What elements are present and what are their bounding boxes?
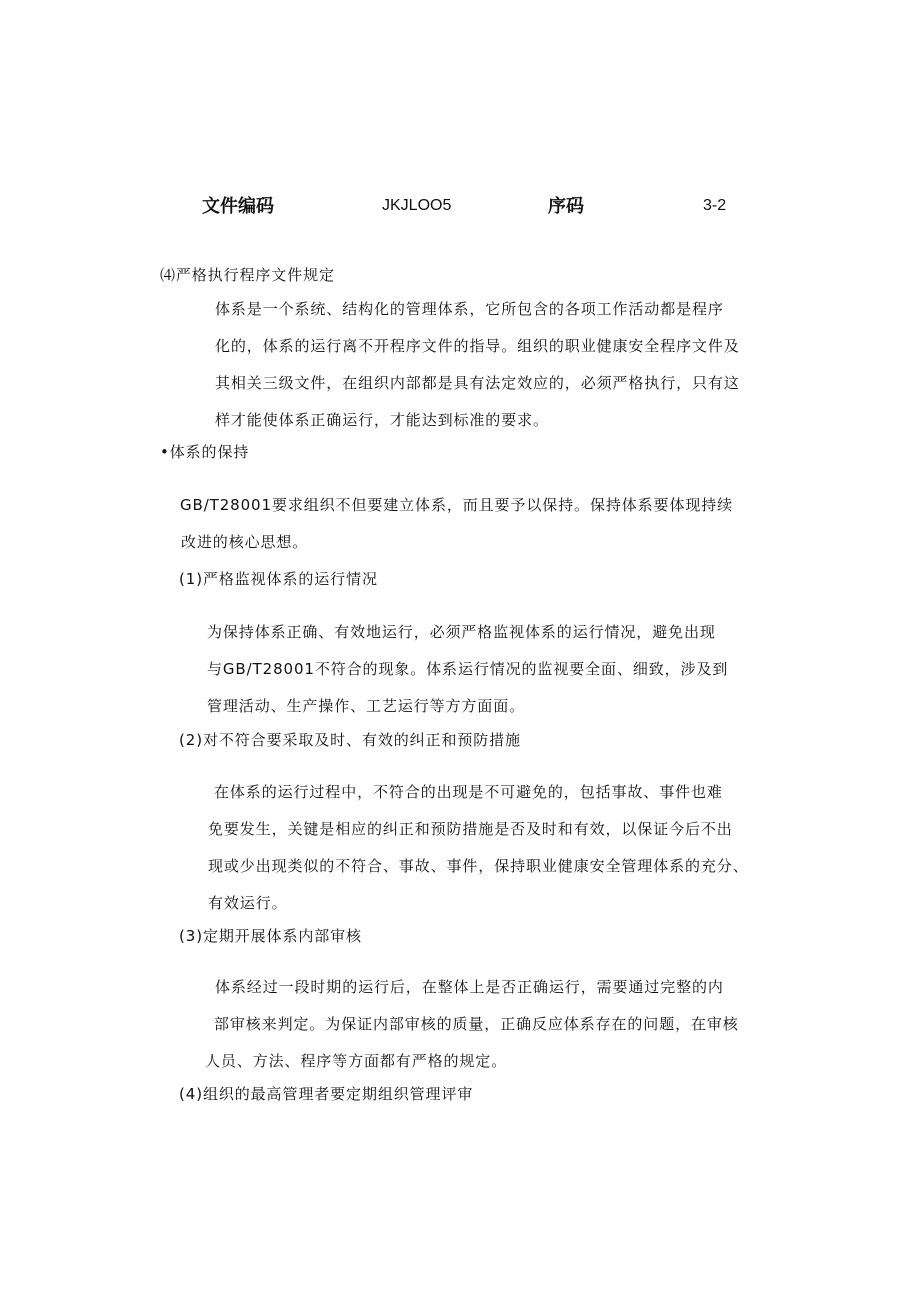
text-line: 现或少出现类似的不符合、事故、事件，保持职业健康安全管理体系的充分、 xyxy=(208,857,749,875)
seq-label: 序码 xyxy=(548,196,584,216)
section-heading: (2)对不符合要采取及时、有效的纠正和预防措施 xyxy=(179,731,521,749)
section-heading: (4)组织的最高管理者要定期组织管理评审 xyxy=(179,1085,474,1103)
text-line: 其相关三级文件，在组织内部都是具有法定效应的，必须严格执行，只有这 xyxy=(215,374,740,392)
text-line: 在体系的运行过程中，不符合的出现是不可避免的，包括事故、事件也难 xyxy=(214,783,723,801)
paragraph xyxy=(207,614,728,725)
seq-value: 3-2 xyxy=(703,197,727,214)
section-heading: ⑷严格执行程序文件规定 xyxy=(160,266,335,284)
paragraph xyxy=(215,291,740,439)
text-line: 改进的核心思想。 xyxy=(181,533,309,551)
text-line: 人员、方法、程序等方面都有严格的规定。 xyxy=(205,1052,508,1070)
section-heading: (3)定期开展体系内部审核 xyxy=(179,927,362,945)
paragraph xyxy=(205,969,739,1080)
text-line: 体系经过一段时期的运行后，在整体上是否正确运行，需要通过完整的内 xyxy=(215,978,724,996)
text-line: 化的，体系的运行离不开程序文件的指导。组织的职业健康安全程序文件及 xyxy=(215,337,740,355)
text-line: 有效运行。 xyxy=(208,894,288,912)
section-heading: (1)严格监视体系的运行情况 xyxy=(179,570,378,588)
text-line: 为保持体系正确、有效地运行，必须严格监视体系的运行情况，避免出现 xyxy=(207,623,716,641)
text-line: 样才能使体系正确运行，才能达到标准的要求。 xyxy=(215,411,549,429)
text-line: 与GB/T28001不符合的现象。体系运行情况的监视要全面、细致，涉及到 xyxy=(207,660,729,678)
paragraph xyxy=(180,487,733,561)
text-line: 免要发生，关键是相应的纠正和预防措施是否及时和有效，以保证今后不出 xyxy=(208,820,733,838)
section-heading: •体系的保持 xyxy=(160,443,250,461)
doc-code-value: JKJLOO5 xyxy=(382,197,452,214)
text-line: 部审核来判定。为保证内部审核的质量，正确反应体系存在的问题，在审核 xyxy=(214,1015,739,1033)
paragraph xyxy=(208,774,749,922)
text-line: GB/T28001要求组织不但要建立体系，而且要予以保持。保持体系要体现持续 xyxy=(180,496,734,514)
text-line: 管理活动、生产操作、工艺运行等方方面面。 xyxy=(207,697,526,715)
doc-code-label: 文件编码 xyxy=(202,196,274,216)
text-line: 体系是一个系统、结构化的管理体系，它所包含的各项工作活动都是程序 xyxy=(215,300,724,318)
